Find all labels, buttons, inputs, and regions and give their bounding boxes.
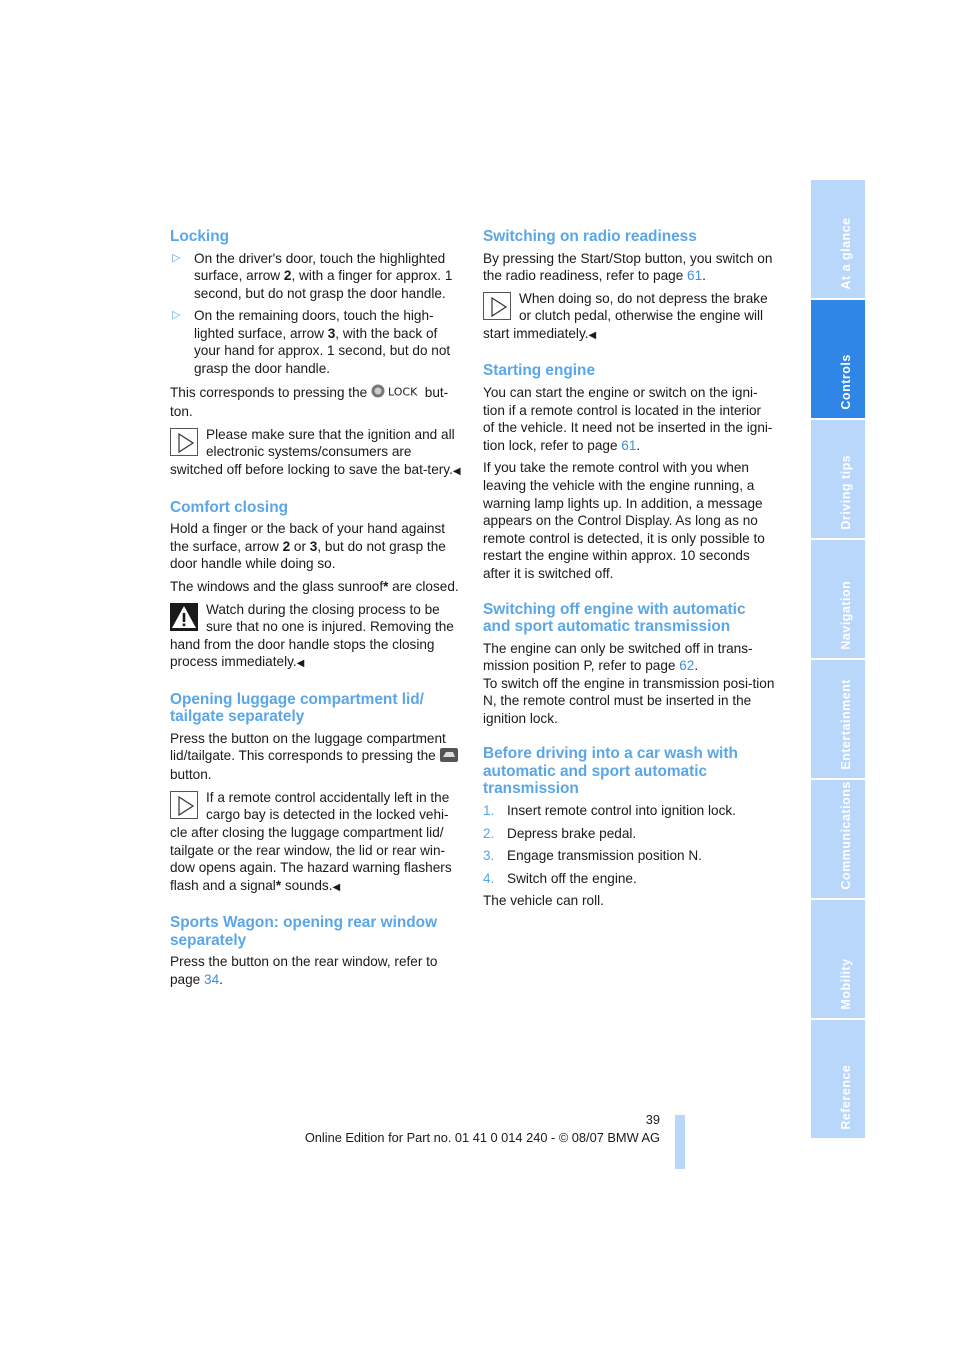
heading-switchoff: Switching off engine with automatic and sport automatic transmission xyxy=(483,600,746,635)
switchoff-p2: To switch off the engine in transmission posi-tion N, the remote control must be inserted in the ignition lock. xyxy=(483,675,775,726)
page-footer xyxy=(250,1111,660,1147)
tab-communications[interactable]: Communications xyxy=(811,780,865,898)
heading-wagon: Sports Wagon: opening rear window separately xyxy=(170,914,438,949)
heading-locking: Locking xyxy=(170,228,229,245)
section-carwash xyxy=(483,745,775,909)
edition-text: Online Edition for Part no. 01 41 0 014 240 - © 08/07 BMW AG xyxy=(304,1130,660,1145)
radio-p1: By pressing the Start/Stop button, you switch on the radio readiness, refer to page 61. xyxy=(483,250,773,284)
heading-luggage: Opening luggage compartment lid/ tailgate separately xyxy=(170,690,424,726)
section-luggage xyxy=(170,691,462,896)
lock-button-icon xyxy=(371,383,421,404)
tailgate-button-icon xyxy=(440,748,458,767)
wagon-p1: Press the button on the rear window, refer to page 34. xyxy=(170,954,438,987)
end-mark-icon: ◀ xyxy=(332,881,341,893)
tab-reference[interactable]: Reference xyxy=(811,1020,865,1138)
heading-radio: Switching on radio readiness xyxy=(483,228,697,245)
note-arrow-icon xyxy=(483,292,511,320)
tab-at-a-glance[interactable]: At a glance xyxy=(811,180,865,298)
locking-corresponds: This corresponds to pressing the LOCK but-ton. xyxy=(170,384,449,420)
tab-mobility[interactable]: Mobility xyxy=(811,900,865,1018)
triangle-bullet-icon: ▷ xyxy=(172,251,181,264)
list-item: 1. Insert remote control into ignition lock. xyxy=(483,802,736,818)
page-link[interactable]: 61 xyxy=(621,437,637,453)
tab-navigation[interactable]: Navigation xyxy=(811,540,865,658)
carwash-steps xyxy=(483,802,775,887)
carwash-end: The vehicle can roll. xyxy=(483,893,604,909)
note-arrow-icon xyxy=(170,428,198,456)
comfort-p1: Hold a finger or the back of your hand against the surface, arrow 2 or 3, but do not grasp the door handle while doing so. xyxy=(170,521,446,572)
section-comfort xyxy=(170,499,462,673)
section-wagon xyxy=(170,914,462,988)
triangle-bullet-icon: ▷ xyxy=(172,309,181,322)
luggage-note: If a remote control accidentally left in the cargo bay is detected in the locked vehi-cle after closing the luggage compartment lid/ tailgate or the rear window, the lid or rear win-dow opens again. The hazard warning flashers flash and a signal* sounds.◀ xyxy=(170,789,452,893)
comfort-warning: Watch during the closing process to be sure that no one is injured. Removing the hand from the door handle stops the closing process immediately.◀ xyxy=(170,601,454,670)
end-mark-icon: ◀ xyxy=(588,329,597,341)
heading-starting: Starting engine xyxy=(483,362,596,380)
heading-comfort: Comfort closing xyxy=(170,498,288,516)
page-number: 39 xyxy=(645,1112,660,1127)
list-item: ▷ On the remaining doors, touch the high-lighted surface, arrow 3, with the back of your hand for approx. 1 second, but do not grasp the door handle. xyxy=(172,308,451,377)
note-arrow-icon xyxy=(170,791,198,819)
page-link[interactable]: 61 xyxy=(687,268,703,284)
left-column xyxy=(170,228,462,1007)
tab-driving-tips[interactable]: Driving tips xyxy=(811,420,865,538)
end-mark-icon: ◀ xyxy=(452,466,461,478)
section-switchoff xyxy=(483,601,775,728)
starting-p1: You can start the engine or switch on the igni-tion if a remote control is located in the interior of the vehicle. It need not be inserted in the igni-tion lock, refer to page 61. xyxy=(483,384,773,453)
right-column xyxy=(483,228,775,928)
comfort-p2: The windows and the glass sunroof* are closed. xyxy=(170,578,459,594)
heading-carwash: Before driving into a car wash with automatic and sport automatic transmission xyxy=(483,745,738,798)
locking-list xyxy=(170,250,462,378)
switchoff-p1: The engine can only be switched off in trans-mission position P, refer to page 62. xyxy=(483,640,753,674)
end-mark-icon: ◀ xyxy=(296,658,305,670)
list-item: 3. Engage transmission position N. xyxy=(483,848,702,864)
page-link[interactable]: 62 xyxy=(679,658,695,674)
starting-p2: If you take the remote control with you when leaving the vehicle with the engine running, a warning lamp lights up. In addition, a message appears on the Control Display. As long as no remote control is detected, it is only possible to restart the engine within approx. 10 seconds after it is switched off. xyxy=(483,460,765,581)
tab-entertainment[interactable]: Entertainment xyxy=(811,660,865,778)
chapter-tabs xyxy=(811,180,865,1140)
list-item: ▷ On the driver's door, touch the highlighted surface, arrow 2, with a finger for approx. 1 second, but do not grasp the door handle. xyxy=(172,250,453,301)
svg-text:LOCK: LOCK xyxy=(388,385,418,399)
radio-note: When doing so, do not depress the brake or clutch pedal, otherwise the engine will start immediately.◀ xyxy=(483,290,768,341)
section-starting xyxy=(483,362,775,582)
list-item: 2. Depress brake pedal. xyxy=(483,825,637,841)
section-locking xyxy=(170,228,462,481)
locking-note: Please make sure that the ignition and all electronic systems/consumers are switched off before locking to save the bat-tery.◀ xyxy=(170,426,461,478)
page-marker-bar xyxy=(675,1115,685,1169)
warning-icon xyxy=(170,603,198,631)
section-radio xyxy=(483,228,775,344)
luggage-p1: Press the button on the luggage compartment lid/tailgate. This corresponds to pressing the button. xyxy=(170,730,462,784)
tab-controls[interactable]: Controls xyxy=(811,300,865,418)
page-link[interactable]: 34 xyxy=(204,971,220,987)
list-item: 4. Switch off the engine. xyxy=(483,870,637,886)
